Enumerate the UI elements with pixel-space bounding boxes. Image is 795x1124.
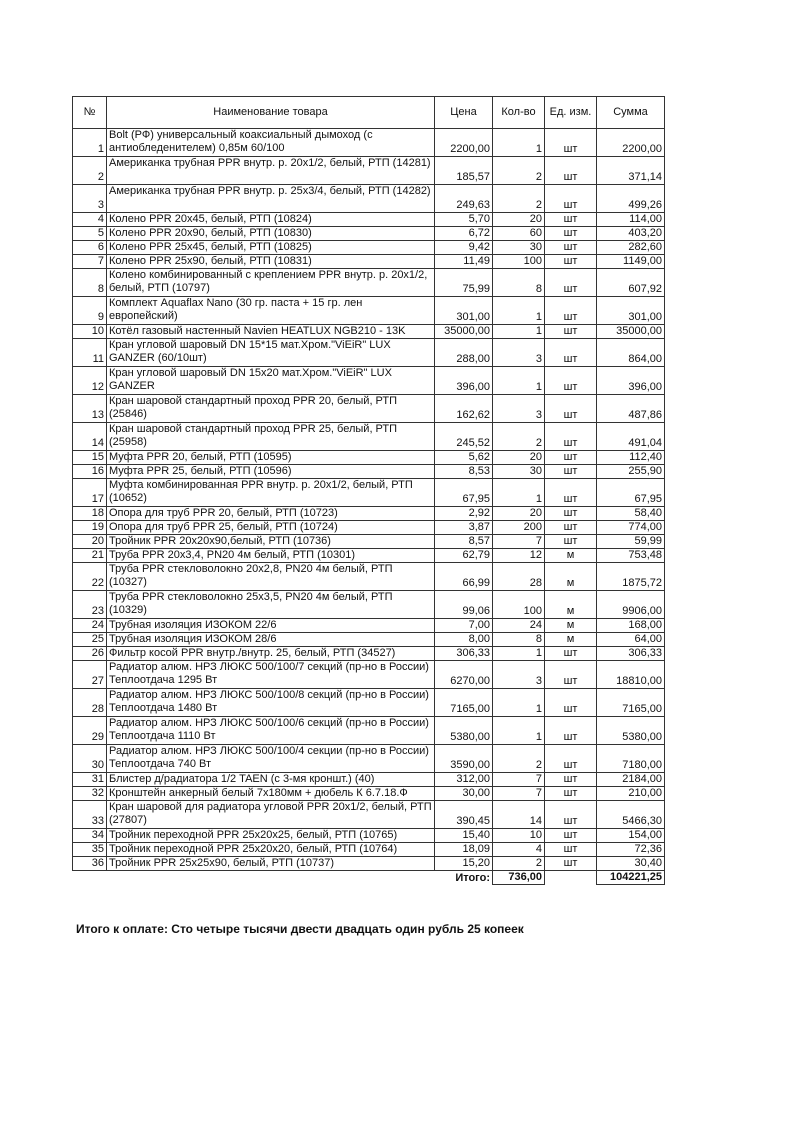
- row-number: 4: [73, 213, 107, 227]
- total-sum: 104221,25: [597, 871, 665, 885]
- invoice-sheet: [72, 96, 665, 885]
- item-unit: шт: [545, 227, 597, 241]
- item-name: Американка трубная PPR внутр. р. 20х1/2, белый, РТП (14281): [107, 157, 435, 185]
- item-price: 15,40: [435, 829, 493, 843]
- item-unit: шт: [545, 451, 597, 465]
- item-price: 245,52: [435, 423, 493, 451]
- item-quantity: 1: [493, 717, 545, 745]
- item-unit: шт: [545, 241, 597, 255]
- item-unit: шт: [545, 843, 597, 857]
- item-quantity: 100: [493, 255, 545, 269]
- table-row: [73, 773, 665, 787]
- item-quantity: 1: [493, 367, 545, 395]
- table-row: [73, 213, 665, 227]
- item-unit: м: [545, 591, 597, 619]
- item-quantity: 14: [493, 801, 545, 829]
- item-sum: 210,00: [597, 787, 665, 801]
- item-quantity: 8: [493, 269, 545, 297]
- item-unit: шт: [545, 745, 597, 773]
- item-sum: 7180,00: [597, 745, 665, 773]
- table-row: [73, 507, 665, 521]
- item-name: Тройник переходной PPR 25х20х25, белый, РТП (10765): [107, 829, 435, 843]
- item-price: 288,00: [435, 339, 493, 367]
- table-row: [73, 451, 665, 465]
- row-number: 2: [73, 157, 107, 185]
- item-price: 7,00: [435, 619, 493, 633]
- table-row: [73, 843, 665, 857]
- header-unit: Ед. изм.: [545, 97, 597, 129]
- item-price: 8,57: [435, 535, 493, 549]
- item-quantity: 4: [493, 843, 545, 857]
- item-price: 99,06: [435, 591, 493, 619]
- item-quantity: 60: [493, 227, 545, 241]
- item-sum: 58,40: [597, 507, 665, 521]
- item-quantity: 1: [493, 297, 545, 325]
- item-name: Опора для труб PPR 25, белый, РТП (10724): [107, 521, 435, 535]
- row-number: 24: [73, 619, 107, 633]
- header-sum: Сумма: [597, 97, 665, 129]
- item-name: Трубная изоляция ИЗОКОМ 28/6: [107, 633, 435, 647]
- item-name: Колено PPR 25х45, белый, РТП (10825): [107, 241, 435, 255]
- item-name: Bolt (РФ) универсальный коаксиальный дымоход (с антиобледенителем) 0,85м 60/100: [107, 129, 435, 157]
- item-name: Трубная изоляция ИЗОКОМ 22/6: [107, 619, 435, 633]
- item-unit: шт: [545, 395, 597, 423]
- item-price: 2,92: [435, 507, 493, 521]
- table-row: [73, 185, 665, 213]
- item-name: Тройник PPR 25х25х90, белый, РТП (10737): [107, 857, 435, 871]
- item-name: Тройник PPR 20х20х90,белый, РТП (10736): [107, 535, 435, 549]
- item-unit: м: [545, 549, 597, 563]
- item-unit: шт: [545, 535, 597, 549]
- row-number: 17: [73, 479, 107, 507]
- item-quantity: 2: [493, 745, 545, 773]
- item-price: 3,87: [435, 521, 493, 535]
- row-number: 31: [73, 773, 107, 787]
- row-number: 30: [73, 745, 107, 773]
- item-name: Труба PPR стекловолокно 20х2,8, PN20 4м белый, РТП (10327): [107, 563, 435, 591]
- table-row: [73, 269, 665, 297]
- row-number: 25: [73, 633, 107, 647]
- item-unit: шт: [545, 689, 597, 717]
- item-quantity: 8: [493, 633, 545, 647]
- item-price: 9,42: [435, 241, 493, 255]
- item-sum: 1149,00: [597, 255, 665, 269]
- table-row: [73, 157, 665, 185]
- item-name: Кран шаровой стандартный проход PPR 25, белый, РТП (25958): [107, 423, 435, 451]
- item-unit: шт: [545, 465, 597, 479]
- table-row: [73, 367, 665, 395]
- table-row: [73, 395, 665, 423]
- item-price: 67,95: [435, 479, 493, 507]
- table-row: [73, 689, 665, 717]
- item-price: 62,79: [435, 549, 493, 563]
- item-sum: 282,60: [597, 241, 665, 255]
- row-number: 11: [73, 339, 107, 367]
- item-quantity: 1: [493, 479, 545, 507]
- item-price: 185,57: [435, 157, 493, 185]
- item-unit: шт: [545, 829, 597, 843]
- item-unit: шт: [545, 717, 597, 745]
- item-unit: шт: [545, 647, 597, 661]
- item-unit: шт: [545, 157, 597, 185]
- table-row: [73, 661, 665, 689]
- item-unit: шт: [545, 479, 597, 507]
- item-sum: 114,00: [597, 213, 665, 227]
- item-quantity: 30: [493, 241, 545, 255]
- item-unit: шт: [545, 269, 597, 297]
- item-name: Кран угловой шаровый DN 15*15 мат.Хром."ViEiR" LUX GANZER (60/10шт): [107, 339, 435, 367]
- item-sum: 255,90: [597, 465, 665, 479]
- item-sum: 59,99: [597, 535, 665, 549]
- item-quantity: 2: [493, 157, 545, 185]
- item-sum: 112,40: [597, 451, 665, 465]
- item-unit: шт: [545, 325, 597, 339]
- row-number: 7: [73, 255, 107, 269]
- item-sum: 30,40: [597, 857, 665, 871]
- header-price: Цена: [435, 97, 493, 129]
- row-number: 29: [73, 717, 107, 745]
- table-row: [73, 647, 665, 661]
- row-number: 12: [73, 367, 107, 395]
- item-unit: шт: [545, 423, 597, 451]
- item-price: 396,00: [435, 367, 493, 395]
- row-number: 23: [73, 591, 107, 619]
- table-row: [73, 465, 665, 479]
- item-sum: 35000,00: [597, 325, 665, 339]
- item-sum: 7165,00: [597, 689, 665, 717]
- item-unit: шт: [545, 857, 597, 871]
- item-sum: 67,95: [597, 479, 665, 507]
- item-name: Колено PPR 20х45, белый, РТП (10824): [107, 213, 435, 227]
- item-name: Кронштейн анкерный белый 7х180мм + дюбель К 6.7.18.Ф: [107, 787, 435, 801]
- item-price: 5,62: [435, 451, 493, 465]
- item-sum: 18810,00: [597, 661, 665, 689]
- item-price: 312,00: [435, 773, 493, 787]
- table-row: [73, 829, 665, 843]
- item-unit: шт: [545, 787, 597, 801]
- item-price: 15,20: [435, 857, 493, 871]
- item-quantity: 28: [493, 563, 545, 591]
- row-number: 3: [73, 185, 107, 213]
- item-unit: м: [545, 563, 597, 591]
- item-name: Труба PPR 20х3,4, PN20 4м белый, РТП (10301): [107, 549, 435, 563]
- item-quantity: 1: [493, 129, 545, 157]
- item-price: 8,53: [435, 465, 493, 479]
- table-row: [73, 535, 665, 549]
- item-name: Кран угловой шаровый DN 15х20 мат.Хром."ViEiR" LUX GANZER: [107, 367, 435, 395]
- item-name: Колено PPR 25х90, белый, РТП (10831): [107, 255, 435, 269]
- item-name: Кран шаровой для радиатора угловой PPR 20х1/2, белый, РТП (27807): [107, 801, 435, 829]
- row-number: 35: [73, 843, 107, 857]
- item-quantity: 3: [493, 661, 545, 689]
- item-name: Труба PPR стекловолокно 25х3,5, PN20 4м белый, РТП (10329): [107, 591, 435, 619]
- item-sum: 5466,30: [597, 801, 665, 829]
- item-price: 7165,00: [435, 689, 493, 717]
- table-row: [73, 325, 665, 339]
- item-sum: 403,20: [597, 227, 665, 241]
- header-name: Наименование товара: [107, 97, 435, 129]
- table-row: [73, 549, 665, 563]
- item-quantity: 7: [493, 787, 545, 801]
- row-number: 26: [73, 647, 107, 661]
- item-unit: м: [545, 633, 597, 647]
- item-price: 30,00: [435, 787, 493, 801]
- item-unit: м: [545, 619, 597, 633]
- item-unit: шт: [545, 339, 597, 367]
- item-sum: 396,00: [597, 367, 665, 395]
- table-row: [73, 801, 665, 829]
- item-name: Радиатор алюм. НРЗ ЛЮКС 500/100/4 секции (пр-но в России) Теплоотдача 740 Вт: [107, 745, 435, 773]
- item-unit: шт: [545, 255, 597, 269]
- item-price: 6,72: [435, 227, 493, 241]
- item-name: Колено PPR 20х90, белый, РТП (10830): [107, 227, 435, 241]
- item-unit: шт: [545, 129, 597, 157]
- item-unit: шт: [545, 521, 597, 535]
- table-row: [73, 227, 665, 241]
- payment-amount-in-words: Итого к оплате: Сто четыре тысячи двести двадцать один рубль 25 копеек: [76, 922, 524, 936]
- row-number: 13: [73, 395, 107, 423]
- item-quantity: 2: [493, 423, 545, 451]
- item-price: 5380,00: [435, 717, 493, 745]
- item-sum: 168,00: [597, 619, 665, 633]
- item-quantity: 12: [493, 549, 545, 563]
- item-price: 306,33: [435, 647, 493, 661]
- row-number: 33: [73, 801, 107, 829]
- table-row: [73, 745, 665, 773]
- row-number: 9: [73, 297, 107, 325]
- item-sum: 9906,00: [597, 591, 665, 619]
- item-quantity: 7: [493, 773, 545, 787]
- item-name: Тройник переходной PPR 25х20х20, белый, РТП (10764): [107, 843, 435, 857]
- item-price: 5,70: [435, 213, 493, 227]
- item-quantity: 20: [493, 507, 545, 521]
- item-sum: 301,00: [597, 297, 665, 325]
- item-name: Опора для труб PPR 20, белый, РТП (10723): [107, 507, 435, 521]
- item-quantity: 1: [493, 325, 545, 339]
- table-row: [73, 563, 665, 591]
- row-number: 19: [73, 521, 107, 535]
- item-price: 2200,00: [435, 129, 493, 157]
- row-number: 6: [73, 241, 107, 255]
- item-quantity: 3: [493, 395, 545, 423]
- item-quantity: 20: [493, 213, 545, 227]
- item-sum: 499,26: [597, 185, 665, 213]
- header-qty: Кол-во: [493, 97, 545, 129]
- row-number: 28: [73, 689, 107, 717]
- row-number: 5: [73, 227, 107, 241]
- item-price: 6270,00: [435, 661, 493, 689]
- item-quantity: 100: [493, 591, 545, 619]
- item-sum: 72,36: [597, 843, 665, 857]
- table-row: [73, 633, 665, 647]
- row-number: 1: [73, 129, 107, 157]
- row-number: 21: [73, 549, 107, 563]
- item-quantity: 200: [493, 521, 545, 535]
- item-unit: шт: [545, 297, 597, 325]
- item-sum: 2184,00: [597, 773, 665, 787]
- item-sum: 753,48: [597, 549, 665, 563]
- table-row: [73, 255, 665, 269]
- items-table: [72, 96, 665, 885]
- total-row: [73, 871, 665, 885]
- row-number: 16: [73, 465, 107, 479]
- row-number: 32: [73, 787, 107, 801]
- table-row: [73, 717, 665, 745]
- item-name: Муфта PPR 25, белый, РТП (10596): [107, 465, 435, 479]
- item-price: 75,99: [435, 269, 493, 297]
- item-quantity: 2: [493, 857, 545, 871]
- row-number: 8: [73, 269, 107, 297]
- item-quantity: 2: [493, 185, 545, 213]
- item-quantity: 24: [493, 619, 545, 633]
- item-quantity: 3: [493, 339, 545, 367]
- item-price: 8,00: [435, 633, 493, 647]
- table-row: [73, 521, 665, 535]
- table-row: [73, 619, 665, 633]
- item-name: Американка трубная PPR внутр. р. 25х3/4, белый, РТП (14282): [107, 185, 435, 213]
- item-sum: 774,00: [597, 521, 665, 535]
- item-sum: 154,00: [597, 829, 665, 843]
- item-name: Фильтр косой PPR внутр./внутр. 25, белый, РТП (34527): [107, 647, 435, 661]
- item-quantity: 7: [493, 535, 545, 549]
- row-number: 34: [73, 829, 107, 843]
- item-sum: 487,86: [597, 395, 665, 423]
- item-unit: шт: [545, 213, 597, 227]
- item-sum: 5380,00: [597, 717, 665, 745]
- item-unit: шт: [545, 507, 597, 521]
- row-number: 15: [73, 451, 107, 465]
- row-number: 10: [73, 325, 107, 339]
- table-row: [73, 591, 665, 619]
- item-unit: шт: [545, 773, 597, 787]
- total-qty: 736,00: [493, 871, 545, 885]
- item-sum: 371,14: [597, 157, 665, 185]
- row-number: 36: [73, 857, 107, 871]
- item-name: Котёл газовый настенный Navien HEATLUX NGB210 - 13K: [107, 325, 435, 339]
- item-sum: 2200,00: [597, 129, 665, 157]
- item-unit: шт: [545, 801, 597, 829]
- row-number: 27: [73, 661, 107, 689]
- table-row: [73, 129, 665, 157]
- table-row: [73, 339, 665, 367]
- item-sum: 491,04: [597, 423, 665, 451]
- item-sum: 607,92: [597, 269, 665, 297]
- item-price: 390,45: [435, 801, 493, 829]
- table-row: [73, 297, 665, 325]
- item-price: 11,49: [435, 255, 493, 269]
- item-quantity: 1: [493, 647, 545, 661]
- table-header-row: [73, 97, 665, 129]
- row-number: 18: [73, 507, 107, 521]
- item-name: Блистер д/радиатора 1/2 TAEN (с 3-мя кроншт.) (40): [107, 773, 435, 787]
- item-price: 66,99: [435, 563, 493, 591]
- item-name: Муфта PPR 20, белый, РТП (10595): [107, 451, 435, 465]
- item-name: Комплект Aquaflax Nano (30 гр. паста + 15 гр. лен европейский): [107, 297, 435, 325]
- table-row: [73, 241, 665, 255]
- table-row: [73, 857, 665, 871]
- item-sum: 864,00: [597, 339, 665, 367]
- item-name: Радиатор алюм. НРЗ ЛЮКС 500/100/7 секций (пр-но в России) Теплоотдача 1295 Вт: [107, 661, 435, 689]
- item-name: Радиатор алюм. НРЗ ЛЮКС 500/100/8 секций (пр-но в России) Теплоотдача 1480 Вт: [107, 689, 435, 717]
- item-quantity: 30: [493, 465, 545, 479]
- table-row: [73, 787, 665, 801]
- table-row: [73, 423, 665, 451]
- item-quantity: 20: [493, 451, 545, 465]
- item-name: Кран шаровой стандартный проход PPR 20, белый, РТП (25846): [107, 395, 435, 423]
- row-number: 20: [73, 535, 107, 549]
- total-label: Итого:: [455, 871, 490, 884]
- item-price: 249,63: [435, 185, 493, 213]
- item-sum: 1875,72: [597, 563, 665, 591]
- table-row: [73, 479, 665, 507]
- item-quantity: 10: [493, 829, 545, 843]
- item-price: 35000,00: [435, 325, 493, 339]
- row-number: 14: [73, 423, 107, 451]
- item-unit: шт: [545, 185, 597, 213]
- item-price: 301,00: [435, 297, 493, 325]
- item-sum: 64,00: [597, 633, 665, 647]
- item-name: Муфта комбинированная PPR внутр. р. 20х1/2, белый, РТП (10652): [107, 479, 435, 507]
- header-num: №: [73, 97, 107, 129]
- item-price: 18,09: [435, 843, 493, 857]
- item-name: Колено комбинированный с креплением PPR внутр. р. 20х1/2, белый, РТП (10797): [107, 269, 435, 297]
- item-price: 162,62: [435, 395, 493, 423]
- item-name: Радиатор алюм. НРЗ ЛЮКС 500/100/6 секций (пр-но в России) Теплоотдача 1110 Вт: [107, 717, 435, 745]
- item-quantity: 1: [493, 689, 545, 717]
- row-number: 22: [73, 563, 107, 591]
- item-unit: шт: [545, 367, 597, 395]
- item-unit: шт: [545, 661, 597, 689]
- item-price: 3590,00: [435, 745, 493, 773]
- item-sum: 306,33: [597, 647, 665, 661]
